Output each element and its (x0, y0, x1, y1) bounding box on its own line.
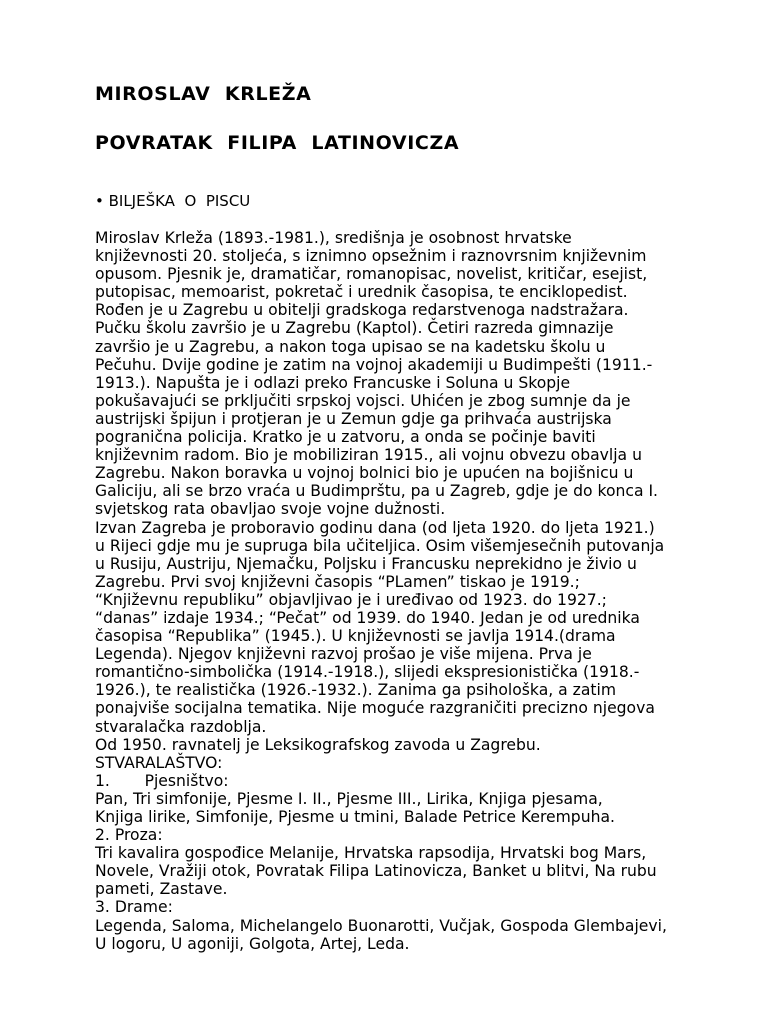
body-text-line: stvaralačka razdoblja. (95, 717, 267, 736)
body-text-line: u Rijeci gdje mu je supruga bila učiteljica. Osim višemjesečnih putovanja (95, 536, 665, 555)
body-text-line: romantično-simbolička (1914.-1918.), slijedi ekspresionistička (1918.- (95, 663, 640, 682)
body-text-line: časopisa “Republika” (1945.). U književnosti se javlja 1914.(drama (95, 627, 616, 646)
body-text-line: putopisac, memoarist, pokretač i urednik časopisa, te enciklopedist. (95, 283, 628, 302)
body-text-line: STVARALAŠTVO: (95, 753, 223, 772)
body-text-line: “Književnu republiku” objavljivao je i uređivao od 1923. do 1927.; (95, 590, 607, 609)
body-text-line: pogranična policija. Kratko je u zatvoru, a onda se počinje baviti (95, 428, 596, 447)
body-text-line: Knjiga lirike, Simfonije, Pjesme u tmini, Balade Petrice Kerempuha. (95, 808, 615, 826)
body-text-line: 1926.), te realistička (1926.-1932.). Zanima ga psihološka, a zatim (95, 681, 617, 700)
body-text-line: Legenda). Njegov književni razvoj prošao je više mijena. Prva je (95, 645, 592, 664)
body-text-line: Miroslav Krleža (1893.-1981.), središnja je osobnost hrvatske (95, 229, 572, 247)
body-text-line: Zagrebu. Prvi svoj književni časopis “PLamen” tiskao je 1919.; (95, 572, 580, 591)
body-text-line: Od 1950. ravnatelj je Leksikografskog zavoda u Zagrebu. (95, 735, 541, 754)
body-text-line: austrijski špijun i protjeran je u Zemun gdje ga prihvaća austrijska (95, 409, 612, 428)
document-body (95, 229, 695, 953)
body-text-line: Novele, Vražiji otok, Povratak Filipa Latinovicza, Banket u blitvi, Na rubu (95, 862, 657, 881)
section-heading-biography: • BILJEŠKA O PISCU (95, 192, 251, 210)
body-text-line: Galiciju, ali se brzo vraća u Budimprštu, pa u Zagreb, gdje je do konca I. (95, 482, 659, 501)
body-text-line: Pečuhu. Dvije godine je zatim na vojnoj akademiji u Budimpešti (1911.- (95, 355, 653, 374)
body-text-line: Pan, Tri simfonije, Pjesme I. II., Pjesme III., Lirika, Knjiga pjesama, (95, 789, 603, 808)
body-text-line: opusom. Pjesnik je, dramatičar, romanopisac, novelist, kritičar, esejist, (95, 265, 648, 284)
body-text-line: U logoru, U agoniji, Golgota, Artej, Leda. (95, 934, 410, 953)
body-text-line: književnim radom. Bio je mobiliziran 1915., ali vojnu obvezu obavlja u (95, 446, 642, 465)
body-text-line: Izvan Zagreba je proboravio godinu dana (od ljeta 1920. do ljeta 1921.) (95, 518, 655, 537)
body-text-line: Tri kavalira gospođice Melanije, Hrvatska rapsodija, Hrvatski bog Mars, (95, 844, 647, 863)
body-text-line: u Rusiju, Austriju, Njemačku, Poljsku i Francusku neprekidno je živio u (95, 554, 637, 573)
body-text-line: 1. Pjesništvo: (95, 771, 229, 790)
body-text-line: 2. Proza: (95, 826, 163, 845)
body-text-line: pameti, Zastave. (95, 880, 228, 899)
body-text-line: književnosti 20. stoljeća, s iznimno opsežnim i raznovrsnim književnim (95, 247, 647, 266)
body-text-line: Zagrebu. Nakon boravka u vojnoj bolnici bio je upućen na bojišnicu u (95, 464, 634, 483)
body-text-line: Rođen je u Zagrebu u obitelji gradskoga redarstvenoga nadstražara. (95, 301, 629, 320)
body-text-line: Pučku školu završio je u Zagrebu (Kaptol). Četiri razreda gimnazije (95, 319, 614, 338)
body-text-line: svjetskog rata obavljao svoje vojne dužnosti. (95, 500, 446, 519)
body-text-line: 3. Drame: (95, 898, 173, 917)
body-text-line: ponajviše socijalna tematika. Nije moguće razgraničiti precizno njegova (95, 699, 655, 718)
body-text-line: “danas” izdaje 1934.; “Pečat” od 1939. do 1940. Jedan je od urednika (95, 608, 640, 627)
body-text-line: Legenda, Saloma, Michelangelo Buonarotti, Vučjak, Gospoda Glembajevi, (95, 916, 667, 935)
body-text-line: završio je u Zagrebu, a nakon toga upisao se na kadetsku školu u (95, 337, 606, 356)
body-text-line: 1913.). Napušta je i odlazi preko Francuske i Soluna u Skopje (95, 373, 571, 392)
book-title-heading: POVRATAK FILIPA LATINOVICZA (95, 132, 460, 154)
author-heading: MIROSLAV KRLEŽA (95, 83, 312, 105)
body-text-line: pokušavajući se prključiti srpskoj vojsci. Uhićen je zbog sumnje da je (95, 391, 631, 410)
